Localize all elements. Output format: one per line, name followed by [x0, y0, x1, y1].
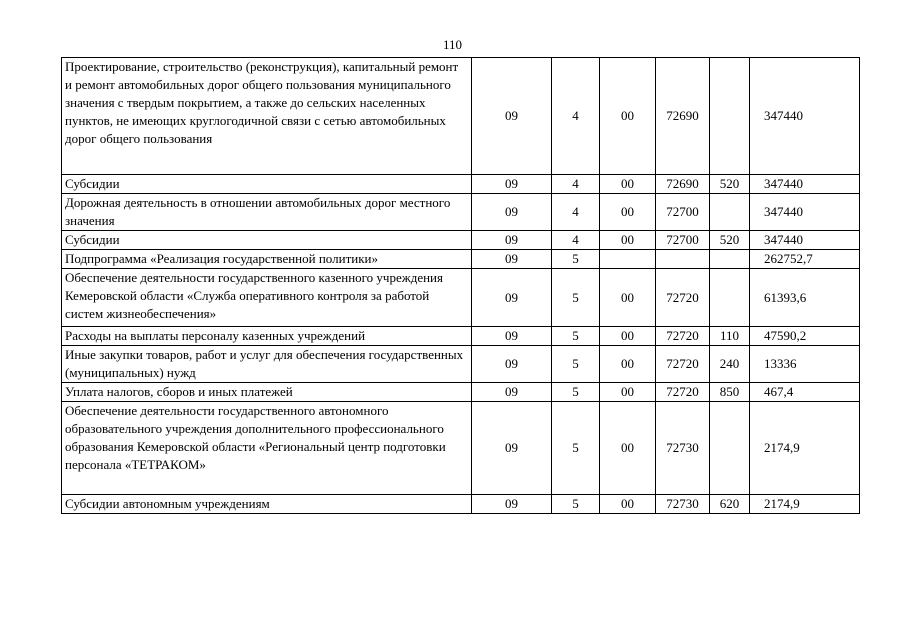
row-amount: 2174,9 [750, 495, 860, 514]
row-section: 09 [472, 495, 552, 514]
row-name: Подпрограмма «Реализация государственной политики» [62, 250, 472, 269]
row-amount: 61393,6 [750, 269, 860, 327]
row-program-code: 00 [600, 58, 656, 175]
table-row [62, 346, 860, 383]
row-section: 09 [472, 194, 552, 231]
row-program-code: 00 [600, 346, 656, 383]
row-amount: 347440 [750, 175, 860, 194]
row-section: 09 [472, 269, 552, 327]
row-target-code: 72690 [656, 58, 710, 175]
row-amount: 13336 [750, 346, 860, 383]
row-amount: 262752,7 [750, 250, 860, 269]
row-subsection: 4 [552, 194, 600, 231]
row-section: 09 [472, 58, 552, 175]
row-subsection: 5 [552, 402, 600, 495]
row-program-code: 00 [600, 495, 656, 514]
row-program-code: 00 [600, 269, 656, 327]
row-expense-type: 240 [710, 346, 750, 383]
row-target-code: 72690 [656, 175, 710, 194]
row-expense-type [710, 402, 750, 495]
row-amount: 467,4 [750, 383, 860, 402]
row-target-code: 72730 [656, 495, 710, 514]
row-target-code: 72720 [656, 383, 710, 402]
row-target-code: 72720 [656, 346, 710, 383]
table-row [62, 402, 860, 495]
row-name: Обеспечение деятельности государственного автономного образовательного учреждения дополнительного профессионального образования Кемеровской области «Региональный центр подготовки персонала «ТЕТРАКОМ» [62, 402, 472, 495]
row-name: Субсидии [62, 231, 472, 250]
row-target-code: 72700 [656, 231, 710, 250]
row-name: Субсидии автономным учреждениям [62, 495, 472, 514]
row-subsection: 5 [552, 269, 600, 327]
row-subsection: 4 [552, 58, 600, 175]
row-name: Уплата налогов, сборов и иных платежей [62, 383, 472, 402]
row-section: 09 [472, 250, 552, 269]
row-name: Проектирование, строительство (реконструкция), капитальный ремонт и ремонт автомобильных дорог общего пользования муниципального значения с твердым покрытием, а также до сельских населенных пунктов, не имеющих круглогодичной связи с сетью автомобильных дорог общего пользования [62, 58, 472, 175]
budget-table [61, 57, 860, 514]
row-subsection: 5 [552, 495, 600, 514]
row-subsection: 5 [552, 327, 600, 346]
table-row [62, 327, 860, 346]
row-section: 09 [472, 402, 552, 495]
row-program-code: 00 [600, 383, 656, 402]
page-number: 110 [442, 37, 463, 52]
table-row [62, 58, 860, 175]
row-amount: 347440 [750, 231, 860, 250]
row-subsection: 5 [552, 383, 600, 402]
row-amount: 2174,9 [750, 402, 860, 495]
table-row [62, 194, 860, 231]
row-amount: 347440 [750, 194, 860, 231]
row-section: 09 [472, 327, 552, 346]
row-program-code: 00 [600, 194, 656, 231]
row-section: 09 [472, 231, 552, 250]
row-amount: 47590,2 [750, 327, 860, 346]
row-name: Расходы на выплаты персоналу казенных учреждений [62, 327, 472, 346]
row-target-code: 72720 [656, 269, 710, 327]
row-name: Иные закупки товаров, работ и услуг для обеспечения государственных (муниципальных) нужд [62, 346, 472, 383]
row-name: Обеспечение деятельности государственного казенного учреждения Кемеровской области «Служба оперативного контроля за работой систем жизнеобеспечения» [62, 269, 472, 327]
row-subsection: 4 [552, 231, 600, 250]
row-section: 09 [472, 346, 552, 383]
row-target-code: 72700 [656, 194, 710, 231]
row-expense-type: 520 [710, 231, 750, 250]
row-expense-type: 110 [710, 327, 750, 346]
row-target-code [656, 250, 710, 269]
row-subsection: 5 [552, 250, 600, 269]
row-section: 09 [472, 175, 552, 194]
row-expense-type [710, 58, 750, 175]
row-amount: 347440 [750, 58, 860, 175]
row-expense-type: 620 [710, 495, 750, 514]
row-expense-type [710, 269, 750, 327]
row-program-code [600, 250, 656, 269]
table-row [62, 383, 860, 402]
table-row [62, 250, 860, 269]
row-expense-type [710, 250, 750, 269]
row-target-code: 72720 [656, 327, 710, 346]
table-row [62, 231, 860, 250]
row-expense-type [710, 194, 750, 231]
table-row [62, 175, 860, 194]
row-expense-type: 850 [710, 383, 750, 402]
row-program-code: 00 [600, 327, 656, 346]
row-target-code: 72730 [656, 402, 710, 495]
table-row [62, 495, 860, 514]
row-subsection: 4 [552, 175, 600, 194]
row-name: Дорожная деятельность в отношении автомобильных дорог местного значения [62, 194, 472, 231]
row-program-code: 00 [600, 231, 656, 250]
row-expense-type: 520 [710, 175, 750, 194]
row-name: Субсидии [62, 175, 472, 194]
row-program-code: 00 [600, 175, 656, 194]
row-section: 09 [472, 383, 552, 402]
table-row [62, 269, 860, 327]
row-subsection: 5 [552, 346, 600, 383]
row-program-code: 00 [600, 402, 656, 495]
